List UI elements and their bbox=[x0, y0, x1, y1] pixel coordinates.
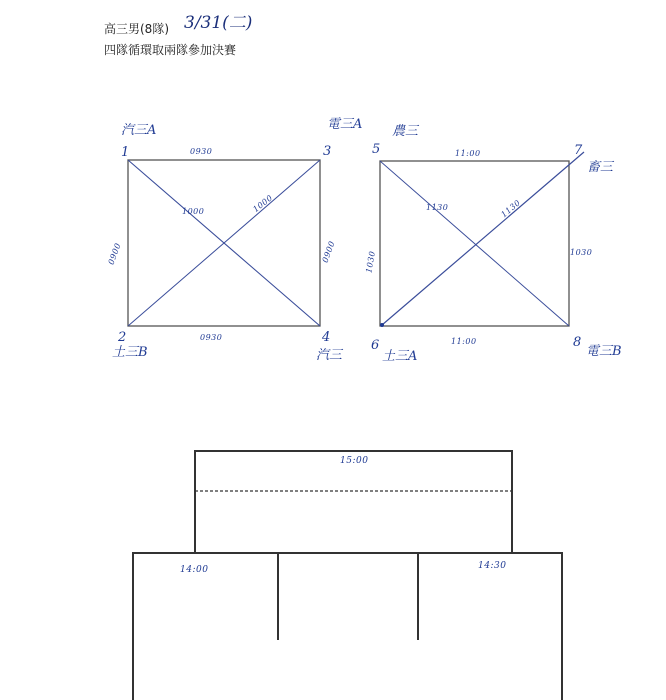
group-b-num-bottom-right: 8 bbox=[573, 335, 582, 350]
group-a-diagram bbox=[128, 160, 320, 326]
header-title: 高三男(8隊) bbox=[104, 22, 169, 36]
group-a-team-top-left: 汽三A bbox=[121, 123, 157, 138]
group-b-time-right: 1030 bbox=[570, 248, 593, 257]
group-a-time-top: 0930 bbox=[190, 147, 213, 156]
header-subtitle: 四隊循環取兩隊參加決賽 bbox=[104, 43, 237, 57]
group-a-num-top-left: 1 bbox=[121, 145, 130, 160]
group-a-team-bottom-right: 汽三 bbox=[316, 348, 343, 363]
final-box bbox=[195, 451, 512, 553]
group-b-start-dot bbox=[380, 323, 384, 327]
semi-right-box bbox=[418, 553, 562, 700]
group-a-num-top-right: 3 bbox=[323, 144, 332, 159]
group-b-time-left: 1030 bbox=[364, 250, 378, 274]
group-b-time-top: 11:00 bbox=[455, 149, 481, 158]
group-b-team-top-left: 農三 bbox=[392, 124, 419, 139]
group-b-num-top-left: 5 bbox=[372, 142, 381, 157]
semi-left-time: 14:00 bbox=[180, 565, 209, 575]
group-a-time-diag-up: 1000 bbox=[251, 193, 275, 215]
group-a-time-bottom: 0930 bbox=[200, 333, 223, 342]
group-a-num-bottom-left: 2 bbox=[118, 330, 127, 345]
semi-left-box bbox=[133, 553, 278, 700]
group-b-time-diag-up: 1130 bbox=[499, 197, 523, 220]
group-b-diagram bbox=[380, 149, 584, 327]
group-a-time-left: 0900 bbox=[106, 241, 123, 266]
group-a-time-right: 0900 bbox=[320, 239, 337, 264]
group-a-time-diag-down: 1000 bbox=[182, 207, 205, 216]
group-b-num-top-right: 7 bbox=[574, 143, 583, 158]
group-b-team-top-right: 畜三 bbox=[587, 160, 614, 175]
group-a-team-bottom-left: 土三B bbox=[112, 345, 148, 360]
group-a-team-top-right: 電三A bbox=[327, 117, 363, 132]
finals-bracket bbox=[133, 451, 562, 700]
group-b-time-diag-down: 1130 bbox=[426, 203, 449, 212]
group-b-diagonal-up bbox=[382, 149, 584, 325]
group-b-diagonal-down bbox=[380, 161, 569, 326]
group-b-team-bottom-left: 土三A bbox=[382, 349, 418, 364]
header-date: 3/31(二) bbox=[184, 13, 253, 33]
group-a-num-bottom-right: 4 bbox=[322, 330, 331, 345]
group-b-time-bottom: 11:00 bbox=[451, 337, 477, 346]
semi-right-time: 14:30 bbox=[478, 561, 507, 571]
group-b-num-bottom-left: 6 bbox=[371, 338, 380, 353]
final-time: 15:00 bbox=[340, 456, 369, 466]
group-b-team-bottom-right: 電三B bbox=[586, 344, 622, 359]
